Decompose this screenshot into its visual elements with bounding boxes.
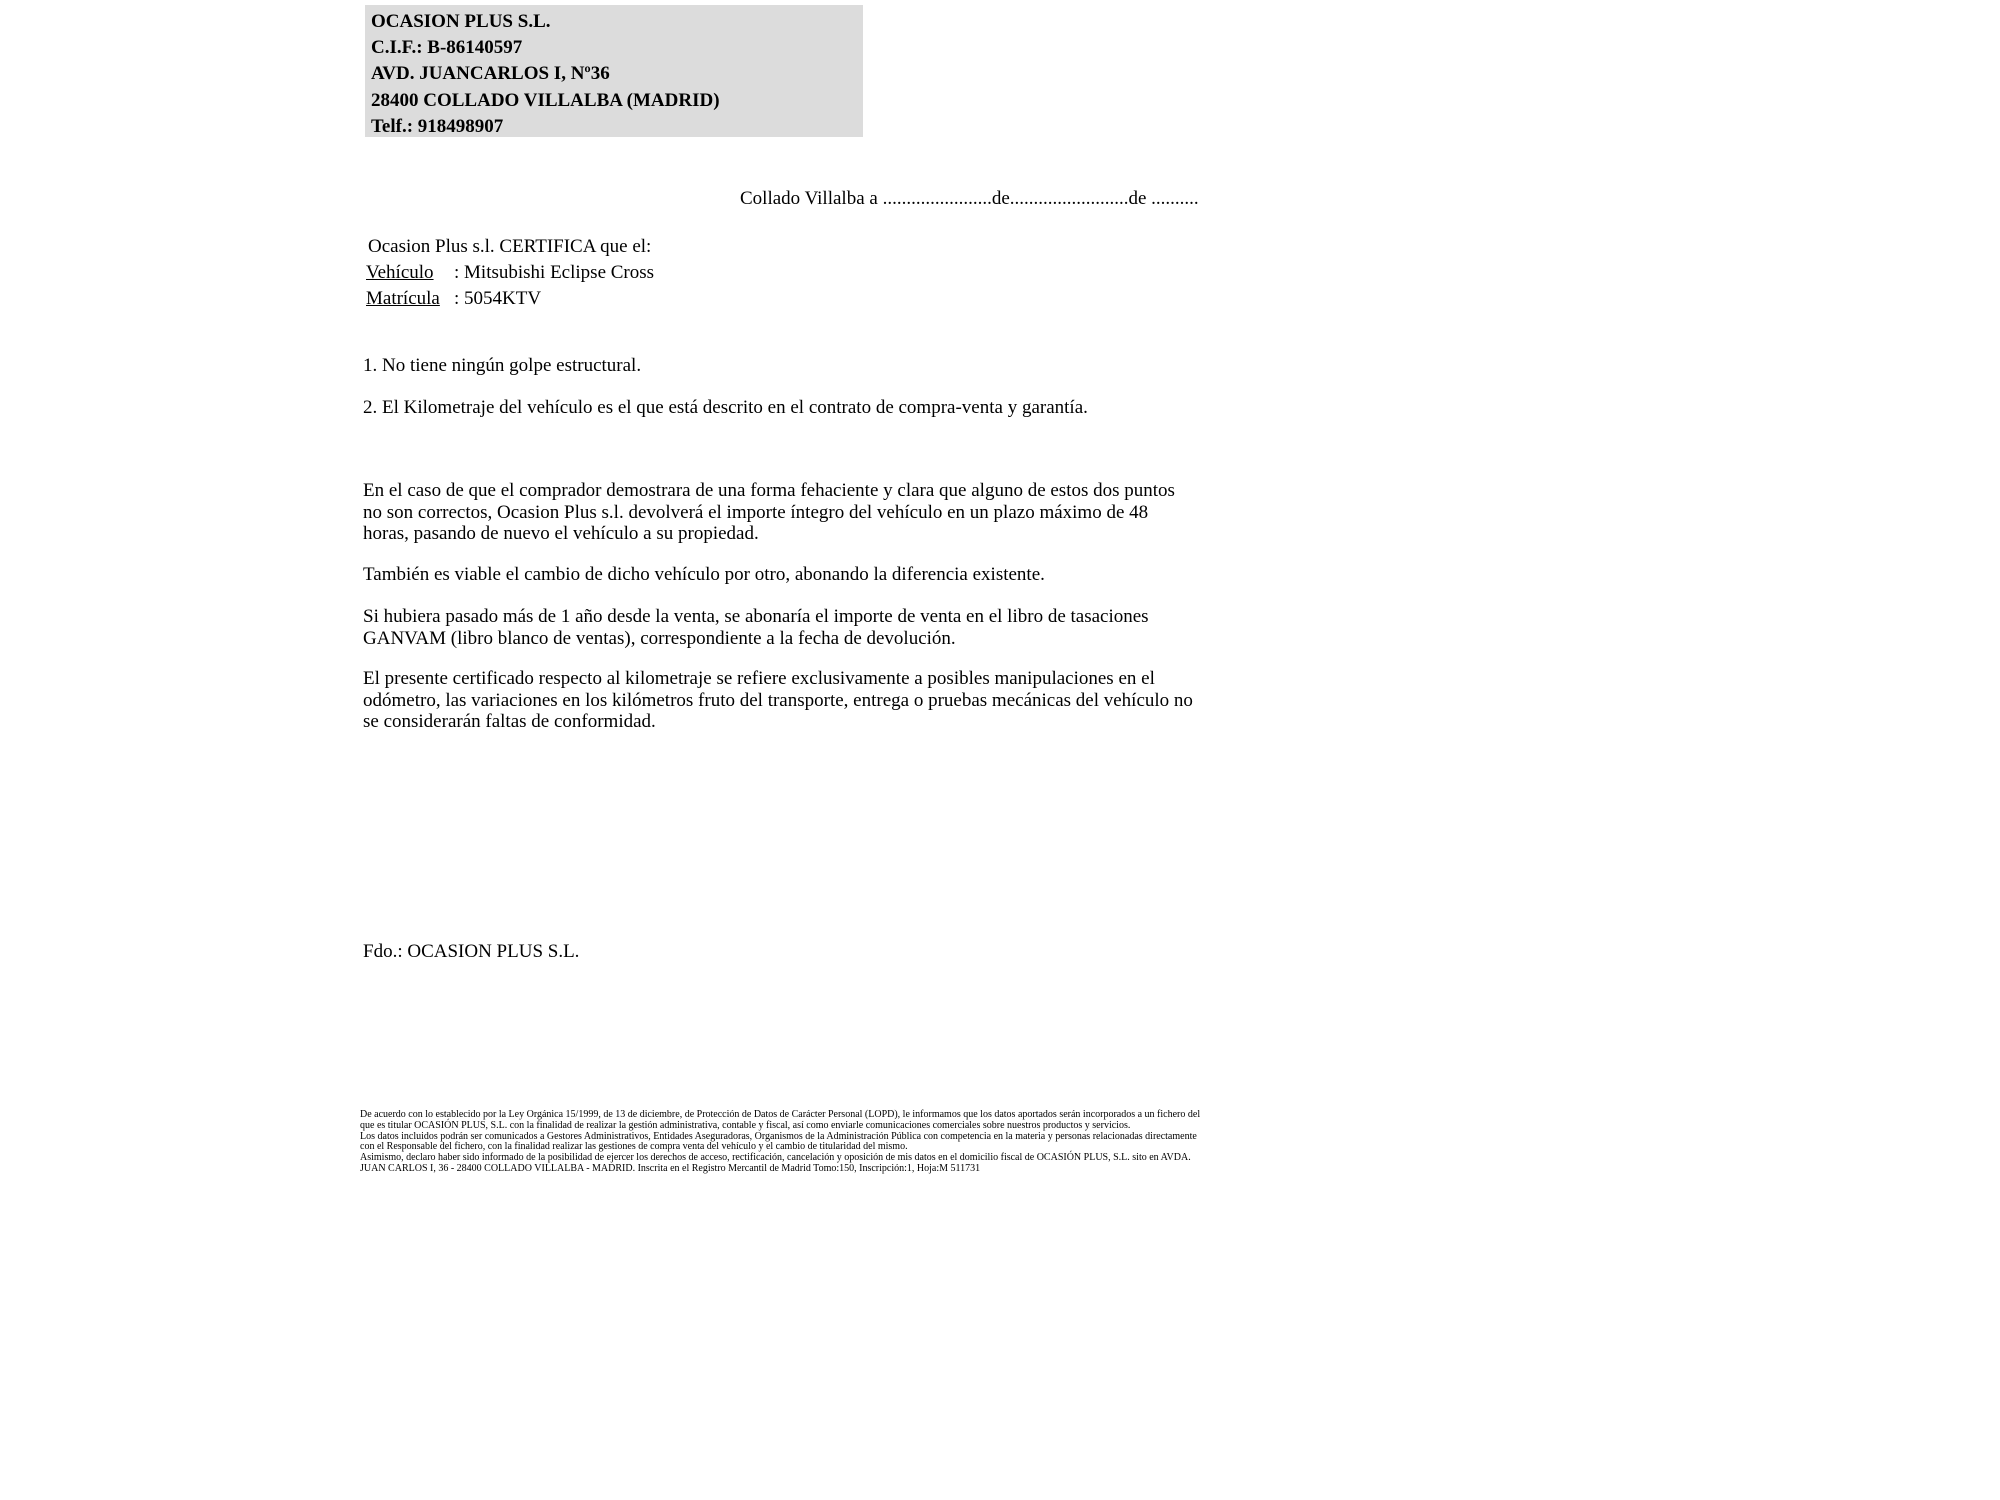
plate-label: Matrícula bbox=[366, 288, 440, 309]
paragraph-ganvam: Si hubiera pasado más de 1 año desde la venta, se abonaría el importe de venta en el libro de tasaciones GANVAM (libro blanco de ventas), correspondiente a la fecha de devolución. bbox=[363, 606, 1149, 649]
date-line: Collado Villalba a .......................de.........................de .......... bbox=[740, 188, 1199, 209]
company-phone: Telf.: 918498907 bbox=[371, 115, 504, 137]
paragraph-odometer: El presente certificado respecto al kilometraje se refiere exclusivamente a posibles manipulaciones en el odómetro, las variaciones en los kilómetros fruto del transporte, entrega o pruebas mecánicas del vehículo no se considerarán faltas de conformidad. bbox=[363, 668, 1193, 733]
company-city: 28400 COLLADO VILLALBA (MADRID) bbox=[371, 89, 720, 111]
signature-line: Fdo.: OCASION PLUS S.L. bbox=[363, 941, 580, 962]
certified-point-2: 2. El Kilometraje del vehículo es el que está descrito en el contrato de compra-venta y garantía. bbox=[363, 397, 1088, 418]
paragraph-refund: En el caso de que el comprador demostrara de una forma fehaciente y clara que alguno de estos dos puntos no son correctos, Ocasion Plus s.l. devolverá el importe íntegro del vehículo en un plazo máximo de 48 horas, pasando de nuevo el vehículo a su propiedad. bbox=[363, 480, 1175, 545]
legal-paragraph-1: De acuerdo con lo establecido por la Ley Orgánica 15/1999, de 13 de diciembre, de Protección de Datos de Carácter Personal (LOPD), le informamos que los datos aportados serán incorporados a un fichero del que es titular OCASIÓN PLUS, S.L. con la finalidad de realizar la gestión administrativa, contable y fiscal, así como enviarle comunicaciones comerciales sobre nuestros productos y servicios. bbox=[360, 1109, 1201, 1131]
plate-value: : 5054KTV bbox=[454, 288, 542, 309]
legal-footer bbox=[360, 1110, 1205, 1175]
company-header bbox=[365, 5, 863, 137]
company-address: AVD. JUANCARLOS I, Nº36 bbox=[371, 63, 610, 85]
company-name: OCASION PLUS S.L. bbox=[371, 11, 551, 32]
plate-row bbox=[366, 288, 541, 310]
legal-paragraph-3: Asimismo, declaro haber sido informado de la posibilidad de ejercer los derechos de acceso, rectificación, cancelación y oposición de mis datos en el domicilio fiscal de OCASIÓN PLUS, S.L. sito en AVDA. JUAN CARLOS I, 36 - 28400 COLLADO VILLALBA - MADRID. Inscrita en el Registro Mercantil de Madrid Tomo:150, Inscripción:1, Hoja:M 511731 bbox=[360, 1152, 1191, 1174]
company-cif: C.I.F.: B-86140597 bbox=[371, 37, 523, 59]
certified-point-1: 1. No tiene ningún golpe estructural. bbox=[363, 355, 642, 376]
certifies-intro: Ocasion Plus s.l. CERTIFICA que el: bbox=[368, 236, 652, 257]
legal-paragraph-2: Los datos incluidos podrán ser comunicados a Gestores Administrativos, Entidades Aseguradoras, Organismos de la Administración Pública con competencia en la materia y personas relacionadas directamente con el Responsable del fichero, con la finalidad realizar las gestiones de compra venta del vehículo y el cambio de titularidad del mismo. bbox=[360, 1130, 1197, 1153]
vehicle-row bbox=[366, 262, 654, 284]
paragraph-exchange: También es viable el cambio de dicho vehículo por otro, abonando la diferencia existente. bbox=[363, 564, 1045, 585]
vehicle-value: : Mitsubishi Eclipse Cross bbox=[454, 262, 655, 283]
vehicle-label: Vehículo bbox=[366, 262, 434, 283]
